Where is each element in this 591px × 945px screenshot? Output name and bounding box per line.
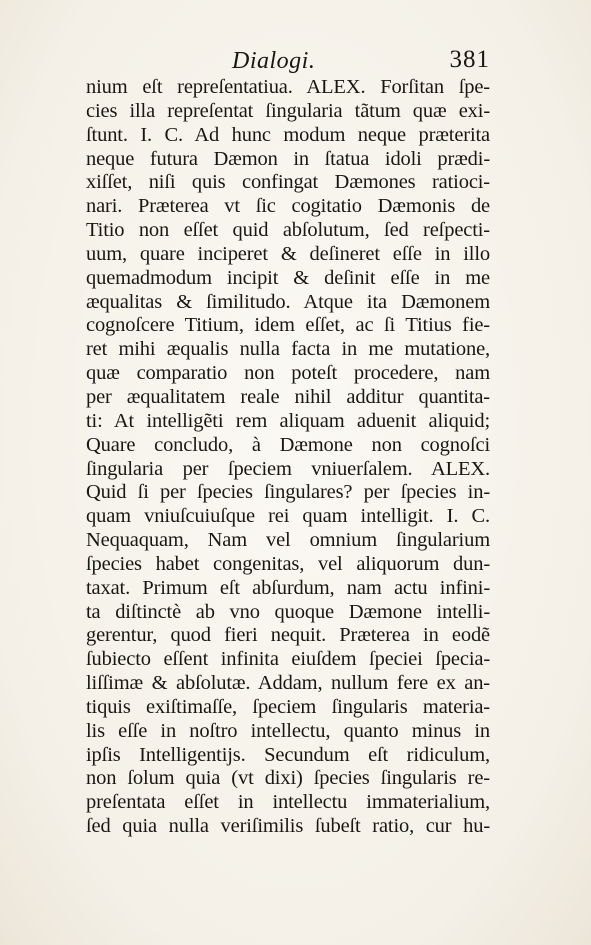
text-line: taxat. Primum eſt abſurdum, nam actu infini- — [86, 576, 490, 599]
text-line: per æqualitatem reale nihil additur quantita- — [86, 385, 490, 408]
running-head: Dialogi. — [232, 48, 316, 74]
text-line: Titio non eſſet quid abſolutum, ſed reſpecti- — [86, 219, 490, 242]
text-line: Quid ſi per ſpecies ſingulares? per ſpecies in- — [86, 481, 490, 504]
text-line: tiquis exiſtimaſſe, ſpeciem ſingularis materia- — [86, 695, 490, 718]
text-line: ſed quia nulla veriſimilis ſubeſt ratio, cur hu- — [86, 815, 490, 838]
text-line: æqualitas & ſimilitudo. Atque ita Dæmonem — [86, 290, 490, 313]
text-line: lis eſſe in noſtro intellectu, quanto minus in — [86, 719, 490, 742]
text-line: uum, quare inciperet & deſineret eſſe in illo — [86, 242, 490, 265]
text-line: cognoſcere Titium, idem eſſet, ac ſi Titius fie- — [86, 314, 490, 337]
text-line: neque futura Dæmon in ſtatua idoli prædi- — [86, 147, 490, 170]
text-line: ſubiecto eſſent infinita eiuſdem ſpeciei ſpecia- — [86, 648, 490, 671]
text-line: Nequaquam, Nam vel omnium ſingularium — [86, 529, 490, 552]
text-line: quæ comparatio non poteſt procedere, nam — [86, 362, 490, 385]
text-line: ſpecies habet congenitas, vel aliquorum dun- — [86, 552, 490, 575]
text-line: Quare concludo, à Dæmone non cognoſci — [86, 433, 490, 456]
text-line: non ſolum quia (vt dixi) ſpecies ſingularis re- — [86, 767, 490, 790]
page-number: 381 — [449, 46, 490, 73]
text-line: quam vniuſcuiuſque rei quam intelligit. I. C. — [86, 505, 490, 528]
text-line: ſingularia per ſpeciem vniuerſalem. ALEX. — [86, 457, 490, 480]
body-text — [86, 76, 490, 839]
text-line: ſtunt. I. C. Ad hunc modum neque præterita — [86, 123, 490, 146]
text-line: quemadmodum incipit & deſinit eſſe in me — [86, 266, 490, 289]
page-header — [86, 44, 490, 78]
text-line: xiſſet, niſi quis confingat Dæmones ratioci- — [86, 171, 490, 194]
text-line: ta diſtinctè ab vno quoque Dæmone intelli- — [86, 600, 490, 623]
text-line: nari. Præterea vt ſic cogitatio Dæmonis de — [86, 195, 490, 218]
text-line: ipſis Intelligentijs. Secundum eſt ridiculum, — [86, 743, 490, 766]
text-line: cies illa repreſentat ſingularia tãtum quæ exi- — [86, 99, 490, 122]
text-line: preſentata eſſet in intellectu immaterialium, — [86, 791, 490, 814]
text-line: ti: At intelligẽti rem aliquam aduenit aliquid; — [86, 409, 490, 432]
text-line: ret mihi æqualis nulla facta in me mutatione, — [86, 338, 490, 361]
text-line: nium eſt repreſentatiua. ALEX. Forſitan ſpe- — [86, 76, 490, 98]
text-line: gerentur, quod fieri nequit. Præterea in eodẽ — [86, 624, 490, 647]
text-line: liſſimæ & abſolutæ. Addam, nullum fere ex an- — [86, 672, 490, 695]
